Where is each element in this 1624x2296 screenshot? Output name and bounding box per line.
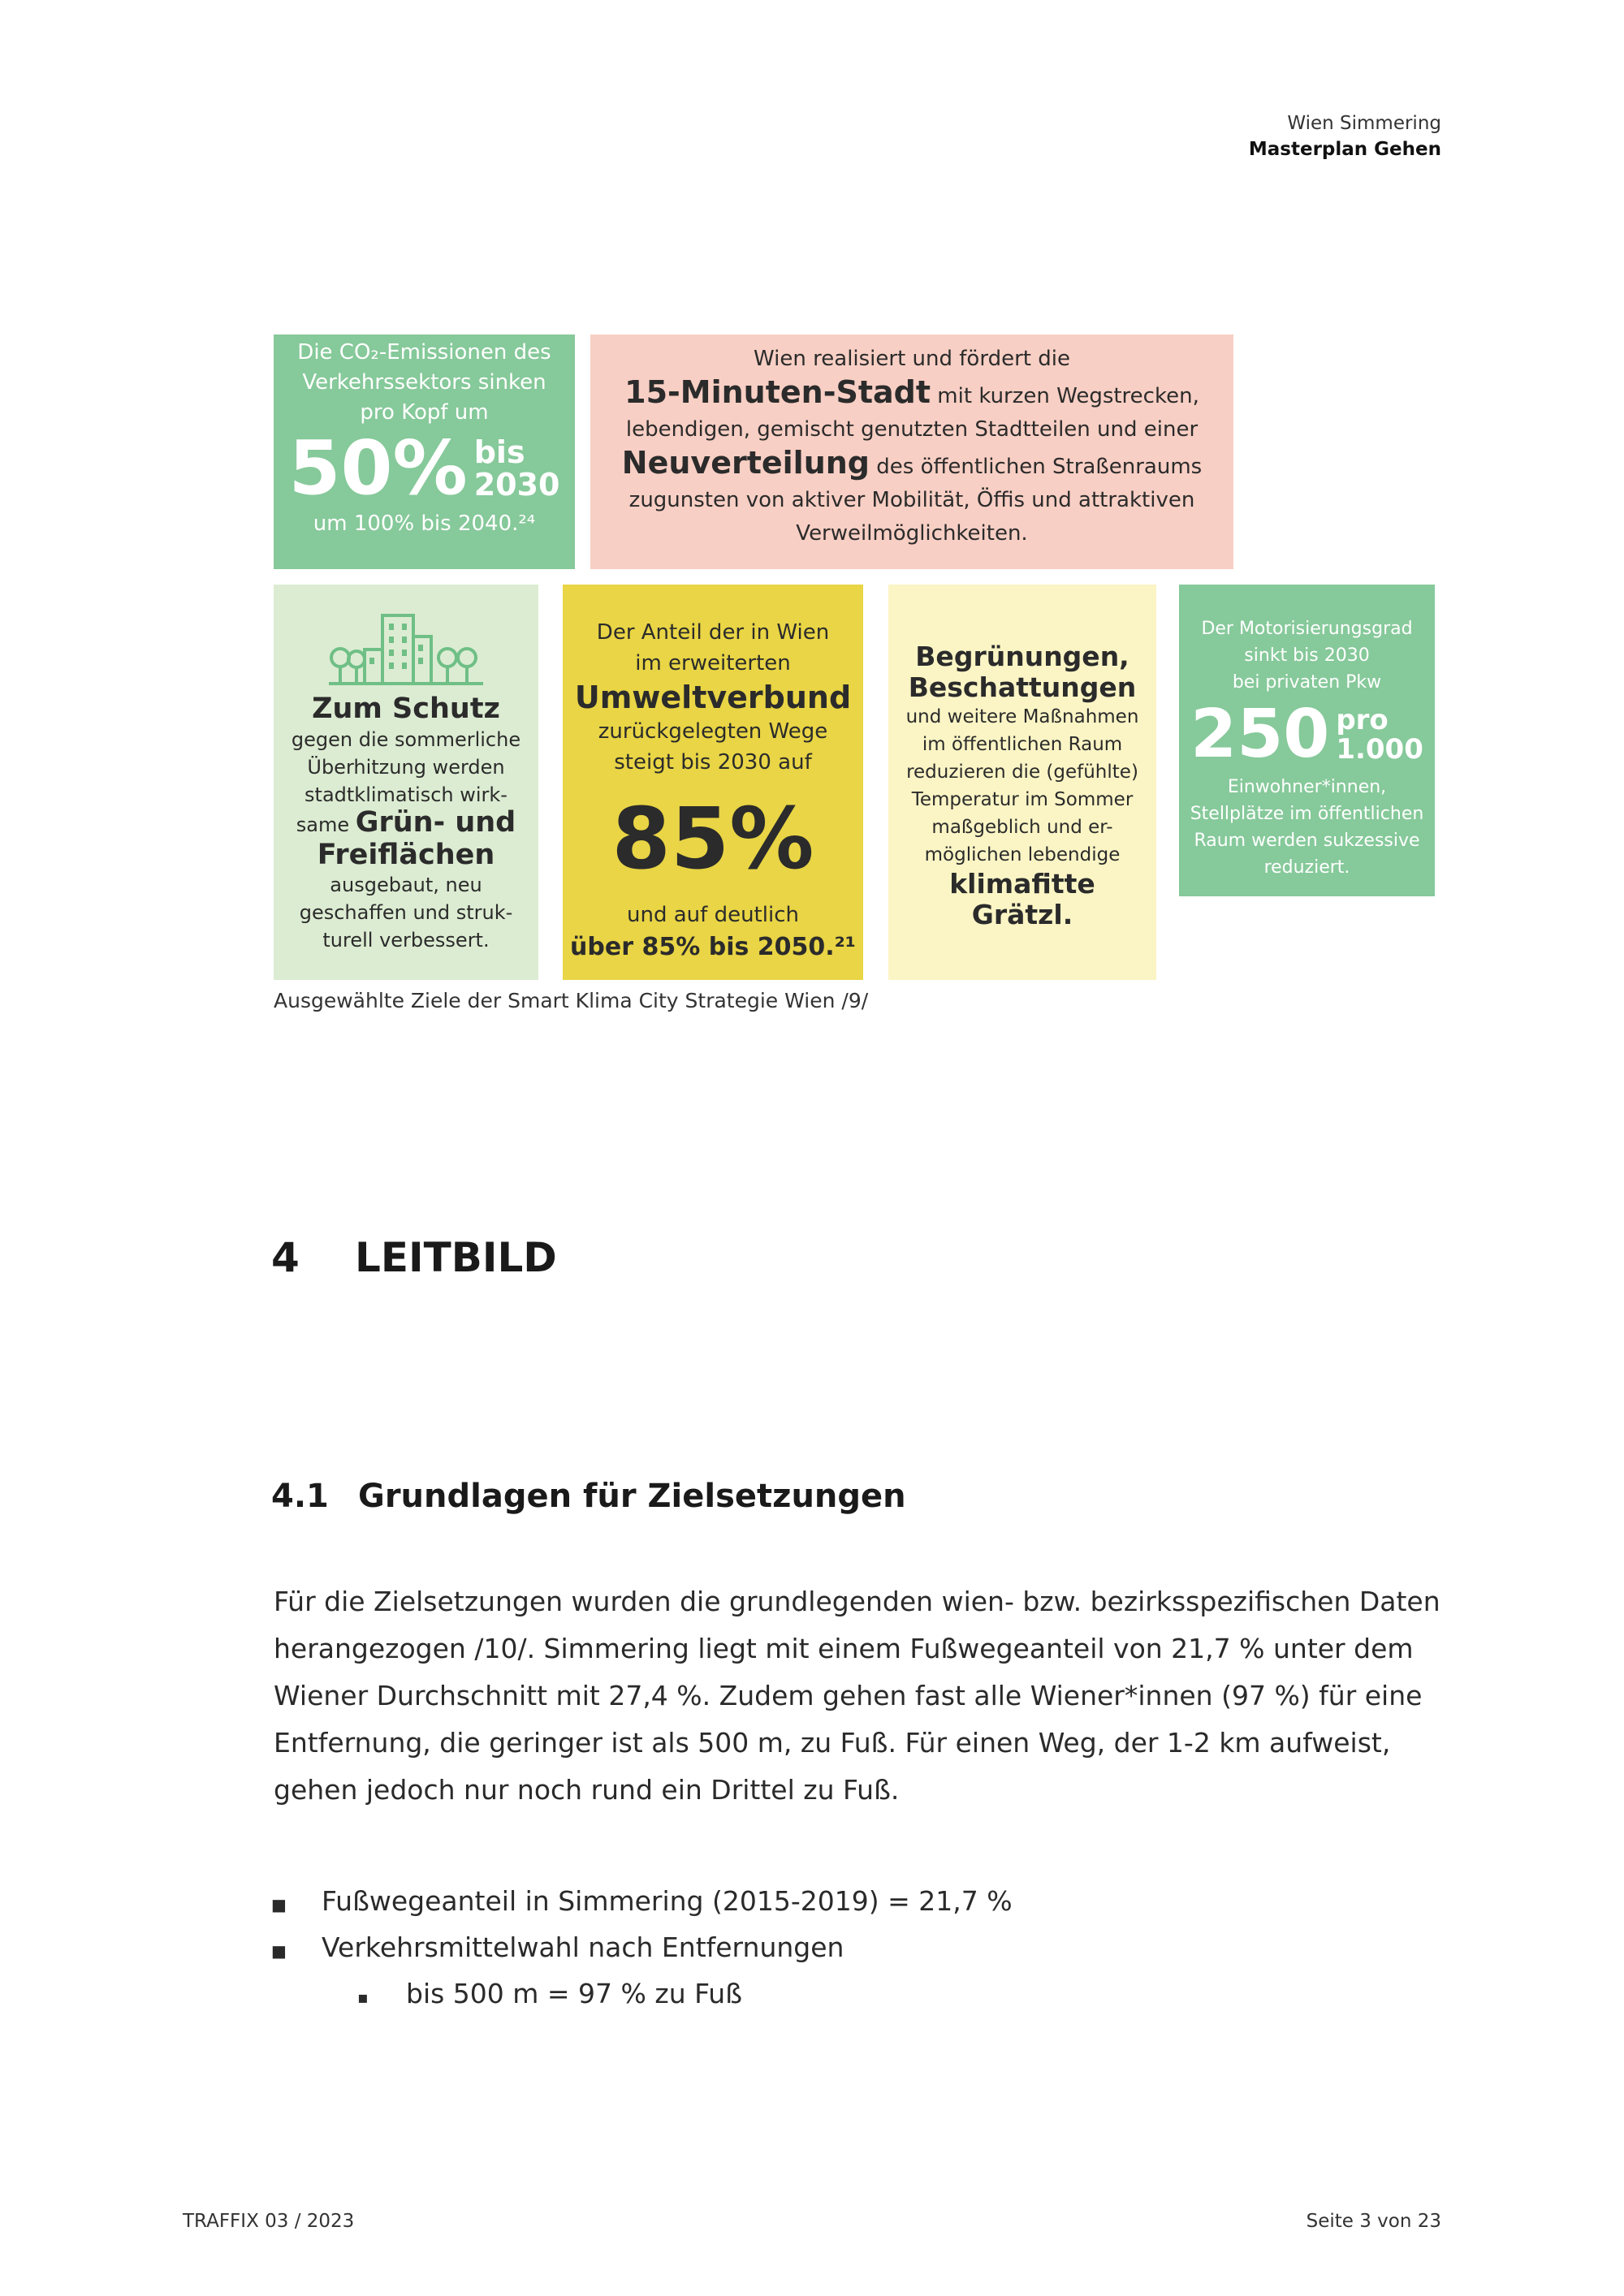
city-skyline-icon [329,609,483,687]
tile-motorisierungsgrad [1179,585,1435,896]
tile-pkw-line4: Einwohner*innen, [1227,777,1387,797]
tile-zum-schutz [274,585,538,980]
tile-gruen-line4: Temperatur im Sommer [911,789,1134,810]
tile-pkw-number: 250 [1190,696,1330,773]
tile-pkw-line6: Raum werden sukzessive [1194,831,1420,851]
tile-pkw-line3: bei privaten Pkw [1232,672,1382,693]
tile-pkw-line1: Der Motorisierungsgrad [1201,619,1413,639]
sublist-bullet: ▪ [357,1987,369,2007]
tile-umweltverbund [563,585,863,980]
section-title: LEITBILD [355,1234,557,1281]
tile-pkw-line7: reduziert. [1263,857,1350,878]
tile-stadt-bold2: Neuverteilung [621,445,870,481]
tile-co2-year: 2030 [473,467,560,503]
tile-schutz-bold1: Grün- und [355,806,516,839]
tile-stadt-line3: lebendigen, gemischt genutzten Stadtteilen und einer [625,417,1199,442]
tile-co2-footnote: um 100% bis 2040.²⁴ [313,511,536,536]
tile-begruenungen [888,585,1156,980]
tile-stadt-line4-text: des öffentlichen Straßenraums [870,455,1203,479]
list-item [271,1924,287,1974]
tile-co2-bis: bis [473,434,525,470]
tile-gruen-line1: und weitere Maßnahmen [905,706,1139,727]
page-header [1249,110,1441,162]
tile-stadt-line6: Verweilmöglichkeiten. [796,521,1028,546]
tile-umwelt-line2: im erweiterten [635,651,791,675]
subsection-number: 4.1 [271,1478,329,1515]
tile-pkw-per [1336,706,1423,764]
tile-gruen-bold2: Grätzl. [971,899,1073,930]
sublist-item-text: bis 500 m = 97 % zu Fuß [406,1978,742,2009]
tile-pkw-thousand: 1.000 [1336,733,1423,766]
tile-gruen-bold1: klimafitte [949,868,1095,900]
tile-umwelt-line3: zurückgelegten Wege [598,719,828,744]
tile-umwelt-percent: 85% [611,789,814,888]
tile-umwelt-line1: Der Anteil der in Wien [596,620,830,645]
tile-umwelt-footnote: über 85% bis 2050.²¹ [570,933,856,961]
figure-caption: Ausgewählte Ziele der Smart Klima City Strategie Wien /9/ [274,989,869,1012]
tile-co2-line3: pro Kopf um [360,400,489,425]
tile-umwelt-line5: und auf deutlich [627,903,799,927]
list-item-text: Verkehrsmittelwahl nach Entfernungen [322,1931,844,1963]
tile-co2-line2: Verkehrssektors sinken [302,370,546,395]
tile-gruen-title1: Begrünungen, [915,641,1129,672]
tile-schutz-bold2: Freiflächen [317,839,495,871]
header-location: Wien Simmering [1287,113,1441,134]
header-document-title: Masterplan Gehen [1248,139,1441,160]
list-bullet: ■ [271,1941,287,1961]
tile-stadt-bold1: 15-Minuten-Stadt [624,374,931,410]
footer-publisher: TRAFFIX 03 / 2023 [183,2211,355,2232]
list-bullet: ■ [271,1895,287,1914]
tile-co2-percent: 50% [288,425,468,511]
tile-stadt-line2-text: mit kurzen Wegstrecken, [931,384,1199,408]
tile-co2-target [474,436,560,501]
tile-gruen-title2: Beschattungen [908,671,1137,703]
tile-stadt-line1: Wien realisiert und fördert die [754,347,1070,371]
tile-schutz-line7: turell verbessert. [322,929,490,952]
tile-co2-figure [274,425,575,511]
tile-gruen-line5: maßgeblich und er- [931,817,1113,838]
tile-schutz-line3: stadtklimatisch wirk- [304,783,508,806]
subsection-title: Grundlagen für Zielsetzungen [358,1478,906,1515]
tile-gruen-line3: reduzieren die (gefühlte) [906,762,1138,783]
tile-umwelt-line4: steigt bis 2030 auf [614,750,812,775]
tile-schutz-line2: Überhitzung werden [307,756,505,779]
tile-schutz-line6: geschaffen und struk- [299,901,513,924]
tile-stadt-line2 [607,376,1217,413]
tile-pkw-line2: sinkt bis 2030 [1244,645,1370,666]
list-item-text: Fußwegeanteil in Simmering (2015-2019) = 21,7 % [322,1885,1013,1917]
tile-schutz-line1: gegen die sommerliche [291,728,521,751]
tile-pkw-figure [1179,696,1435,774]
tile-co2-line1: Die CO₂-Emissionen des [297,340,551,365]
tile-schutz-title: Zum Schutz [312,693,500,725]
tile-stadt-line4 [607,447,1217,484]
tile-pkw-line5: Stellplätze im öffentlichen [1190,804,1424,824]
tile-co2-emissions [274,334,575,569]
tile-schutz-same: same [296,814,356,836]
tile-schutz-line4 [274,806,538,839]
sublist-item [357,1970,369,2021]
tile-schutz-line5: ausgebaut, neu [330,874,482,896]
tile-umwelt-title: Umweltverbund [574,680,852,715]
tile-stadt-line5: zugunsten von aktiver Mobilität, Öffis und attraktiven [628,488,1195,512]
list-item [271,1878,287,1928]
tile-pkw-pro: pro [1336,704,1389,736]
body-paragraph: Für die Zielsetzungen wurden die grundlegenden wien- bzw. bezirksspezifischen Daten herangezogen /10/. Simmering liegt mit einem Fußwegeanteil von 21,7 % unter dem Wiener Durchschnitt mit 27,4 %. Zudem gehen fast alle Wiener*innen (97 %) für eine Entfernung, die geringer ist als 500 m, zu Fuß. Für einen Weg, der 1-2 km aufweist, gehen jedoch nur noch rund ein Drittel zu Fuß. [274,1586,1440,1806]
tile-gruen-line6: möglichen lebendige [924,844,1121,865]
tile-15-minuten-stadt [590,334,1233,569]
tile-gruen-line2: im öffentlichen Raum [922,734,1123,755]
footer-page-number: Seite 3 von 23 [1306,2211,1441,2232]
section-number: 4 [271,1234,300,1281]
